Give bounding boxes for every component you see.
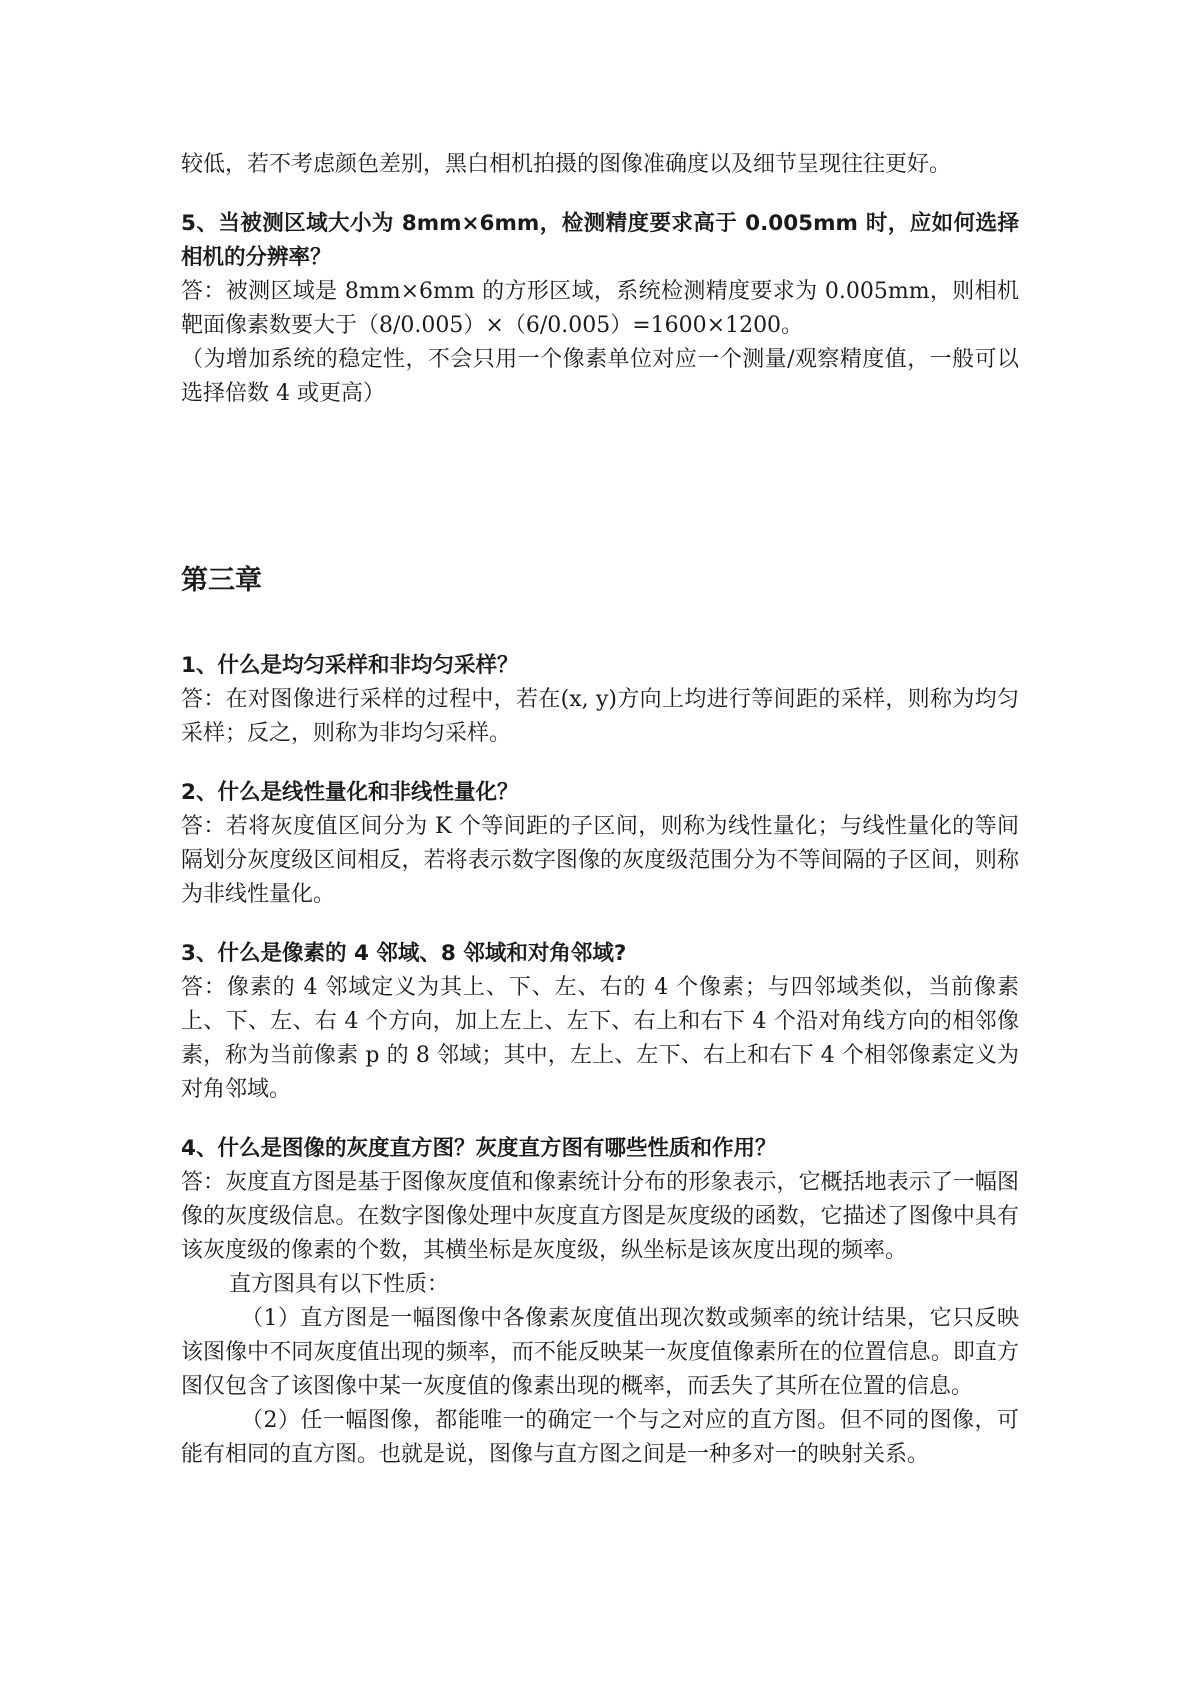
question-heading: 5、当被测区域大小为 8mm×6mm，检测精度要求高于 0.005mm 时，应如何选择相机的分辨率？	[181, 211, 1019, 270]
answer-paragraph: 答：在对图像进行采样的过程中，若在(x, y)方向上均进行等间距的采样，则称为均匀采样；反之，则称为非均匀采样。	[181, 687, 1019, 746]
answer-paragraph: 答：像素的 4 邻域定义为其上、下、左、右的 4 个像素；与四邻域类似，当前像素上、下、左、右 4 个方向，加上左上、左下、右上和右下 4 个沿对角线方向的相邻像素，称为当前像素 p 的 8 邻域；其中，左上、左下、右上和右下 4 个相邻像素定义为对角邻域。	[181, 975, 1019, 1102]
property-1: （1）直方图是一幅图像中各像素灰度值出现次数或频率的统计结果，它只反映该图像中不同灰度值出现的频率，而不能反映某一灰度值像素所在的位置信息。即直方图仅包含了该图像中某一灰度值的像素出现的概率，而丢失了其所在位置的信息。	[181, 1306, 1019, 1399]
question-heading: 3、什么是像素的 4 邻域、8 邻域和对角邻域?	[181, 941, 627, 966]
question-heading: 1、什么是均匀采样和非均匀采样？	[181, 653, 519, 678]
page-content	[181, 148, 1019, 1472]
answer-note: （为增加系统的稳定性，不会只用一个像素单位对应一个测量/观察精度值，一般可以选择倍数 4 或更高）	[181, 347, 1019, 406]
question-heading: 2、什么是线性量化和非线性量化？	[181, 780, 519, 805]
property-2: （2）任一幅图像，都能唯一的确定一个与之对应的直方图。但不同的图像，可能有相同的直方图。也就是说，图像与直方图之间是一种多对一的映射关系。	[181, 1408, 1019, 1467]
answer-paragraph: 答：灰度直方图是基于图像灰度值和像素统计分布的形象表示，它概括地表示了一幅图像的灰度级信息。在数字图像处理中灰度直方图是灰度级的函数，它描述了图像中具有该灰度级的像素的个数，其横坐标是灰度级，纵坐标是该灰度出现的频率。	[181, 1170, 1019, 1263]
chapter3-question-3	[181, 937, 1019, 1107]
question-5	[181, 207, 1019, 411]
chapter3-question-2	[181, 776, 1019, 912]
answer-paragraph: 答：被测区域是 8mm×6mm 的方形区域，系统检测精度要求为 0.005mm，则相机靶面像素数要大于（8/0.005）×（6/0.005）=1600×1200。	[181, 279, 1019, 338]
chapter-title: 第三章	[181, 565, 262, 596]
chapter3-question-1	[181, 649, 1019, 751]
continued-paragraph: 较低，若不考虑颜色差别，黑白相机拍摄的图像准确度以及细节呈现往往更好。	[181, 152, 952, 177]
properties-heading: 直方图具有以下性质：	[229, 1272, 450, 1297]
answer-paragraph: 答：若将灰度值区间分为 K 个等间距的子区间，则称为线性量化；与线性量化的等间隔划分灰度级区间相反，若将表示数字图像的灰度级范围分为不等间隔的子区间，则称为非线性量化。	[181, 814, 1019, 907]
question-heading: 4、什么是图像的灰度直方图？灰度直方图有哪些性质和作用？	[181, 1136, 777, 1161]
chapter3-question-4	[181, 1132, 1019, 1472]
